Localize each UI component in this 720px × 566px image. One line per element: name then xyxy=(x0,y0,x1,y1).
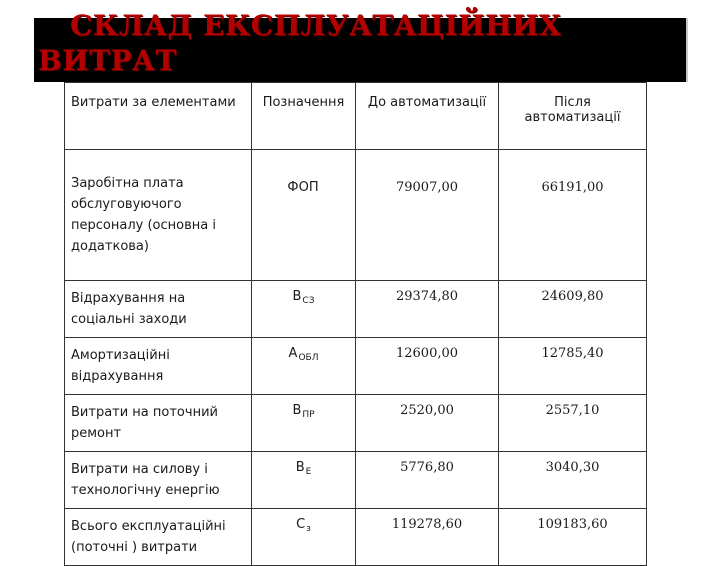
row-name: Витрати на силову і технологічну енергію xyxy=(65,452,252,509)
symbol-subscript: з xyxy=(306,524,311,534)
table-header-row xyxy=(65,83,647,150)
header-before-automation: До автоматизації xyxy=(356,83,499,150)
symbol-main: С xyxy=(296,517,306,532)
symbol-main: В xyxy=(292,403,302,418)
table-row xyxy=(65,395,647,452)
table-row xyxy=(65,281,647,338)
symbol-subscript: ПР xyxy=(302,410,315,420)
row-before-value: 12600,00 xyxy=(356,338,499,395)
row-name: Заробітна плата обслуговуючого персоналу (основна і додаткова) xyxy=(65,150,252,281)
symbol-main: А xyxy=(288,346,298,361)
row-symbol xyxy=(252,395,356,452)
row-symbol xyxy=(252,452,356,509)
row-name: Амортизаційні відрахування xyxy=(65,338,252,395)
symbol-main: В xyxy=(295,460,305,475)
row-before-value: 2520,00 xyxy=(356,395,499,452)
symbol-main: ФОП xyxy=(287,180,319,195)
row-after-value: 109183,60 xyxy=(499,509,647,566)
row-before-value: 29374,80 xyxy=(356,281,499,338)
table-row xyxy=(65,338,647,395)
row-symbol xyxy=(252,509,356,566)
row-after-value: 66191,00 xyxy=(499,150,647,281)
row-after-value: 24609,80 xyxy=(499,281,647,338)
page-title: СКЛАД ЕКСПЛУАТАЦІЙНИХ ВИТРАТ xyxy=(38,9,562,77)
row-before-value: 5776,80 xyxy=(356,452,499,509)
row-before-value: 79007,00 xyxy=(356,150,499,281)
table-row xyxy=(65,509,647,566)
symbol-main: В xyxy=(292,289,302,304)
symbol-subscript: СЗ xyxy=(302,296,315,306)
header-after-automation: Після автоматизації xyxy=(499,83,647,150)
symbol-subscript: ОБЛ xyxy=(298,353,319,363)
row-symbol xyxy=(252,150,356,281)
header-expense-elements: Витрати за елементами xyxy=(65,83,252,150)
row-before-value: 119278,60 xyxy=(356,509,499,566)
row-symbol xyxy=(252,281,356,338)
row-after-value: 12785,40 xyxy=(499,338,647,395)
header-designation: Позначення xyxy=(252,83,356,150)
expenses-table xyxy=(64,82,647,566)
table-row xyxy=(65,150,647,281)
row-after-value: 3040,30 xyxy=(499,452,647,509)
row-symbol xyxy=(252,338,356,395)
row-name: Всього експлуатаційні (поточні ) витрати xyxy=(65,509,252,566)
row-name: Відрахування на соціальні заходи xyxy=(65,281,252,338)
table-row xyxy=(65,452,647,509)
row-name: Витрати на поточний ремонт xyxy=(65,395,252,452)
symbol-subscript: Е xyxy=(305,467,312,477)
row-after-value: 2557,10 xyxy=(499,395,647,452)
